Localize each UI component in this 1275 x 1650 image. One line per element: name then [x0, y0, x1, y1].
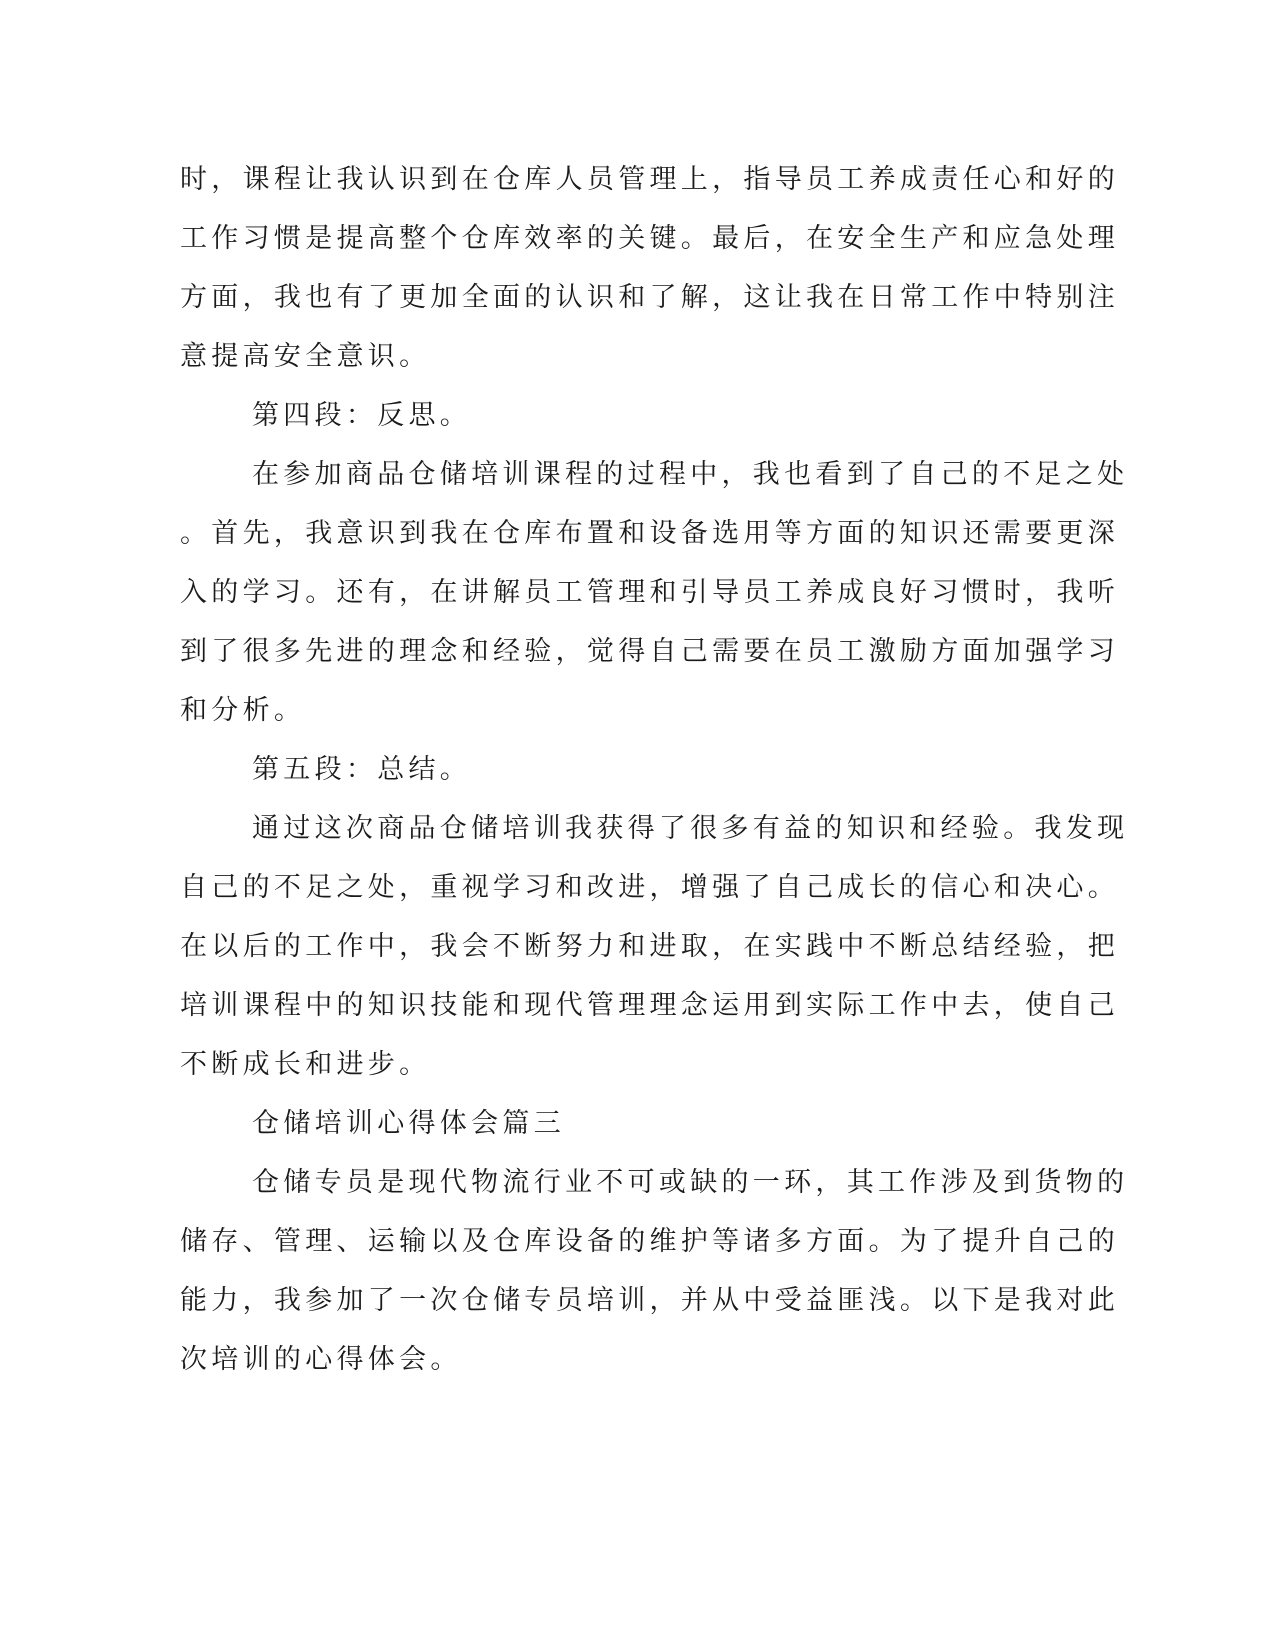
text-line: 和分析。 [180, 695, 306, 726]
section-heading: 第五段：总结。 [252, 754, 472, 785]
text-line: 入的学习。还有，在讲解员工管理和引导员工养成良好习惯时，我听 [180, 577, 1119, 608]
article-title: 仓储培训心得体会篇三 [252, 1108, 565, 1139]
text-line: 意提高安全意识。 [180, 341, 431, 372]
text-line: 时，课程让我认识到在仓库人员管理上，指导员工养成责任心和好的 [180, 164, 1119, 195]
text-line: 次培训的心得体会。 [180, 1344, 462, 1375]
text-line: 工作习惯是提高整个仓库效率的关键。最后，在安全生产和应急处理 [180, 223, 1119, 254]
text-line: 储存、管理、运输以及仓库设备的维护等诸多方面。为了提升自己的 [180, 1226, 1119, 1257]
text-line: 不断成长和进步。 [180, 1049, 431, 1080]
text-line: 培训课程中的知识技能和现代管理理念运用到实际工作中去，使自己 [180, 990, 1119, 1021]
text-line: 在以后的工作中，我会不断努力和进取，在实践中不断总结经验，把 [180, 931, 1119, 962]
text-line: 方面，我也有了更加全面的认识和了解，这让我在日常工作中特别注 [180, 282, 1119, 313]
text-line: 到了很多先进的理念和经验，觉得自己需要在员工激励方面加强学习 [180, 636, 1119, 667]
text-line: 。首先，我意识到我在仓库布置和设备选用等方面的知识还需要更深 [180, 518, 1119, 549]
text-line: 能力，我参加了一次仓储专员培训，并从中受益匪浅。以下是我对此 [180, 1285, 1119, 1316]
text-line: 在参加商品仓储培训课程的过程中，我也看到了自己的不足之处 [252, 459, 1129, 490]
section-heading: 第四段：反思。 [252, 400, 472, 431]
text-line: 仓储专员是现代物流行业不可或缺的一环，其工作涉及到货物的 [252, 1167, 1129, 1198]
text-line: 通过这次商品仓储培训我获得了很多有益的知识和经验。我发现 [252, 813, 1129, 844]
text-line: 自己的不足之处，重视学习和改进，增强了自己成长的信心和决心。 [180, 872, 1119, 903]
